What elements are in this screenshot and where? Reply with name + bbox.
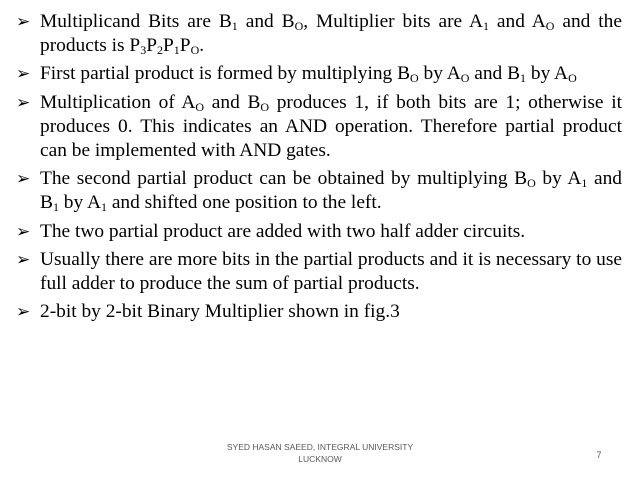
subscript: 2	[157, 43, 163, 58]
bullet-first-partial-product	[16, 62, 622, 86]
arrow-bullet-icon: ➢	[16, 92, 31, 113]
subscript: O	[410, 71, 419, 86]
subscript: O	[527, 176, 536, 191]
text: by A	[418, 63, 461, 85]
text: and A	[489, 11, 546, 32]
subscript: 1	[581, 176, 588, 191]
subscript: O	[545, 19, 555, 33]
subscript: O	[568, 71, 577, 86]
text: .	[199, 35, 205, 57]
text: by A	[526, 63, 569, 85]
text: Multiplicand Bits are B	[40, 11, 232, 32]
text: First partial product is formed by multiplying B	[40, 63, 411, 85]
text: and B	[40, 168, 622, 214]
text: Multiplication of A	[40, 91, 196, 113]
text: The second partial product can be obtained by multiplying B	[40, 168, 528, 190]
arrow-bullet-icon: ➢	[16, 221, 31, 242]
text: P	[146, 35, 157, 57]
footer-location: LUCKNOW	[298, 454, 342, 464]
arrow-bullet-icon: ➢	[16, 12, 31, 32]
text: by A	[58, 192, 101, 214]
subscript: O	[195, 99, 205, 114]
subscript: 1	[52, 200, 59, 215]
subscript: 1	[231, 19, 238, 33]
subscript: 1	[483, 19, 490, 33]
bullet-full-adders	[16, 248, 622, 296]
text: and B	[469, 63, 521, 85]
footer	[200, 441, 440, 465]
text: and B	[237, 11, 295, 32]
arrow-bullet-icon: ➢	[16, 249, 31, 270]
bullet-second-partial-product	[16, 167, 622, 215]
arrow-bullet-icon: ➢	[16, 169, 31, 190]
footer-author: SYED HASAN SAEED, INTEGRAL UNIVERSITY	[226, 442, 414, 452]
text: , Multiplier bits are A	[303, 11, 484, 32]
subscript: 3	[140, 43, 147, 58]
text: P	[163, 35, 174, 57]
subscript: 1	[173, 43, 180, 58]
text: produces 1, if both bits are 1; otherwise it produces 0. This indicates an AND operation. Therefore partial product can be implemented with AND gates.	[40, 91, 622, 162]
arrow-bullet-icon: ➢	[16, 302, 31, 323]
text: 2-bit by 2-bit Binary Multiplier shown in fig.3	[40, 301, 400, 323]
bullet-figure-reference	[16, 300, 622, 324]
arrow-bullet-icon: ➢	[16, 64, 31, 85]
bullet-and-operation	[16, 91, 622, 164]
text: and the products is P	[40, 11, 622, 57]
bullet-multiplicand-bits	[16, 10, 622, 58]
text: Usually there are more bits in the partial products and it is necessary to use full adder to produce the sum of partial products.	[40, 248, 622, 295]
text: and B	[204, 91, 261, 113]
bullet-half-adders	[16, 220, 622, 244]
subscript: O	[260, 99, 270, 114]
bullet-list	[16, 10, 622, 328]
subscript: O	[460, 71, 470, 86]
text: by A	[535, 168, 582, 190]
text: and shifted one position to the left.	[106, 192, 382, 214]
subscript: O	[190, 43, 200, 58]
subscript: 1	[520, 71, 527, 86]
page-number: 7	[596, 450, 602, 460]
text: The two partial product are added with two half adder circuits.	[40, 220, 526, 242]
text: P	[179, 35, 191, 57]
subscript: O	[294, 19, 304, 33]
subscript: 1	[100, 200, 107, 215]
